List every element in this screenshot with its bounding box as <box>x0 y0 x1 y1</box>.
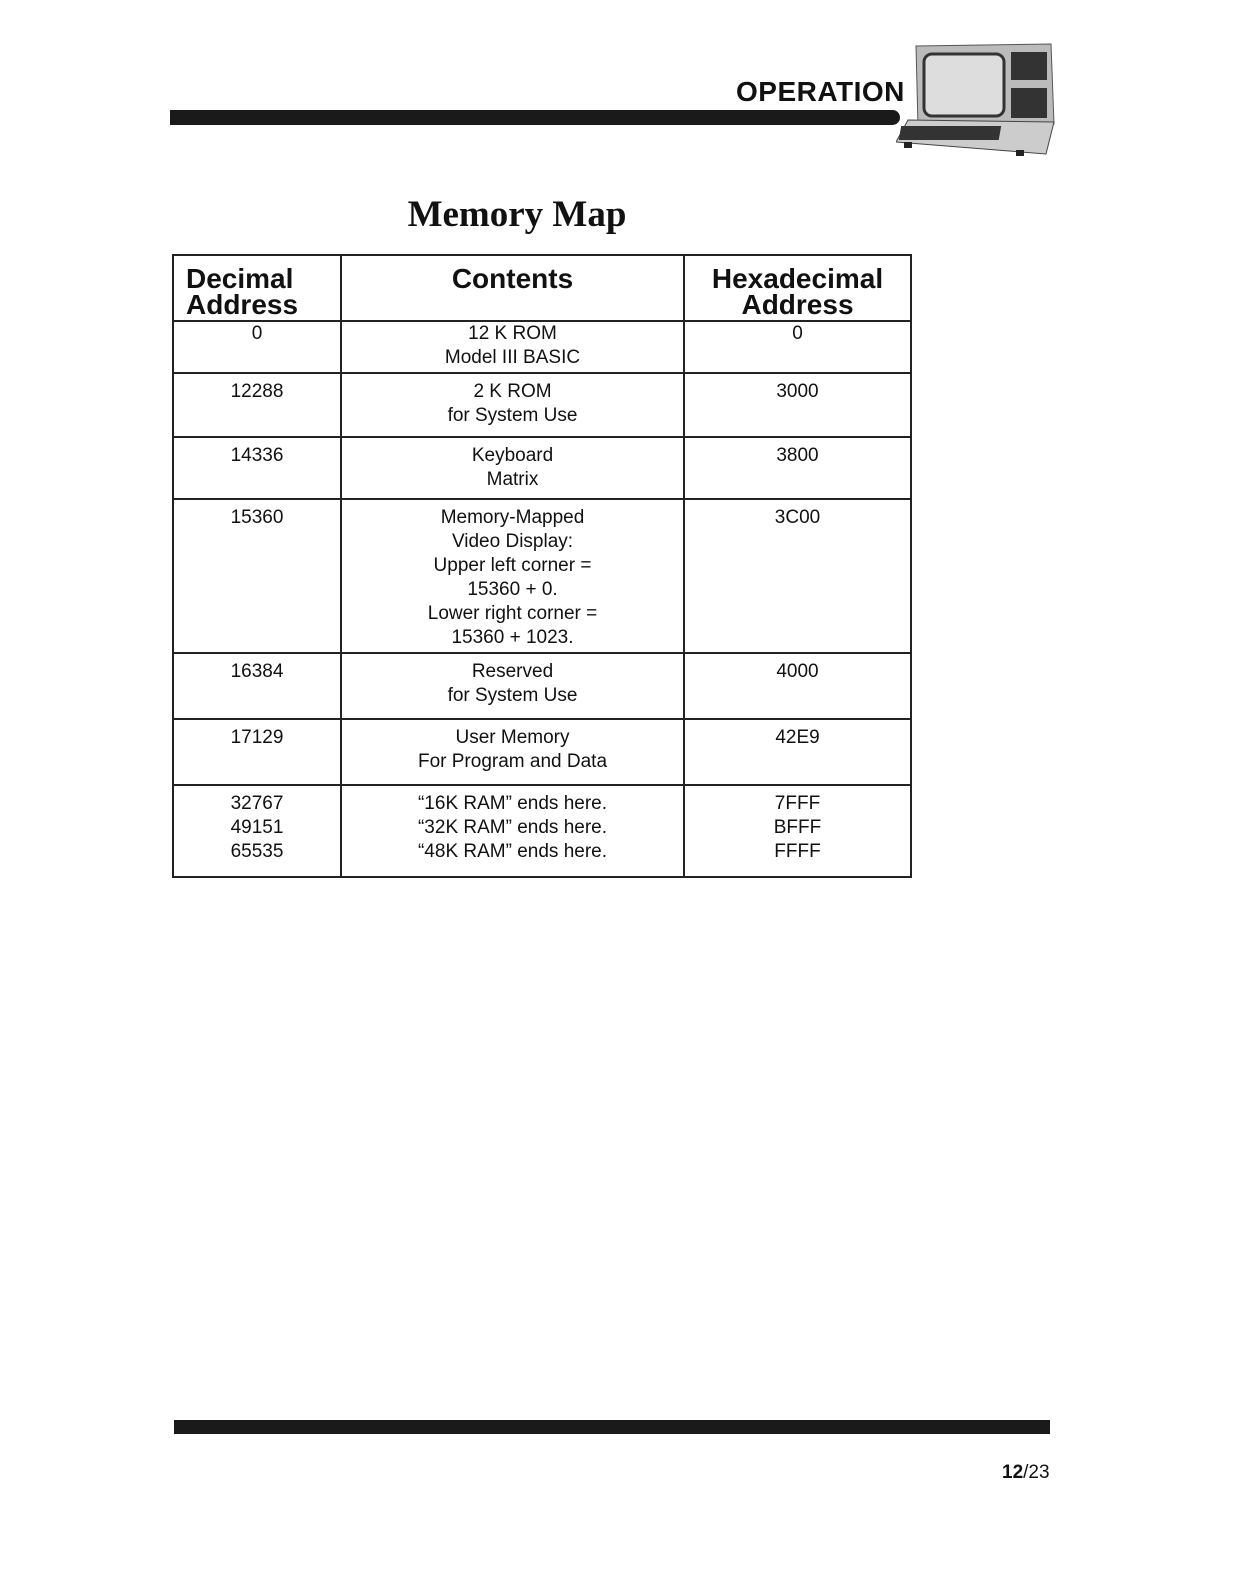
section-heading: OPERATION <box>736 76 905 107</box>
hex-address-cell-text: 4000 <box>776 661 819 682</box>
column-header-contents: Contents <box>341 255 684 321</box>
contents-cell-text: 12 K ROM Model III BASIC <box>444 323 581 368</box>
table-row <box>173 373 911 437</box>
column-header-hex: Hexadecimal Address <box>684 255 911 321</box>
page-title: Memory Map <box>407 194 627 235</box>
hex-address-cell-text: 3C00 <box>774 507 821 528</box>
decimal-address-cell <box>173 653 341 719</box>
table-row <box>173 785 911 877</box>
table-row <box>173 437 911 499</box>
table-row <box>173 719 911 785</box>
header-rule <box>170 110 900 125</box>
hex-address-cell-text: 0 <box>792 323 803 344</box>
table-row <box>173 499 911 653</box>
decimal-address-cell <box>173 437 341 499</box>
decimal-address-cell-text: 32767 49151 65535 <box>230 793 284 862</box>
contents-cell <box>341 653 684 719</box>
contents-cell-text: “16K RAM” ends here. “32K RAM” ends here. “48K RAM” ends here. <box>417 793 608 862</box>
hex-address-cell <box>684 719 911 785</box>
hex-address-cell <box>684 785 911 877</box>
hex-address-cell-text: 42E9 <box>775 727 820 748</box>
page-number <box>1002 1462 1050 1484</box>
contents-cell <box>341 321 684 373</box>
contents-cell <box>341 719 684 785</box>
decimal-address-cell-text: 14336 <box>230 445 284 466</box>
contents-cell <box>341 437 684 499</box>
decimal-address-cell-text: 16384 <box>230 661 284 682</box>
hex-address-cell <box>684 321 911 373</box>
decimal-address-cell <box>173 321 341 373</box>
contents-cell <box>341 785 684 877</box>
decimal-address-cell <box>173 719 341 785</box>
contents-cell-text: Reserved for System Use <box>447 661 578 706</box>
hex-address-cell <box>684 653 911 719</box>
hex-address-cell-text: 7FFF BFFF FFFF <box>773 793 822 862</box>
footer-rule <box>174 1420 1050 1434</box>
page-current: 12 <box>1002 1462 1024 1483</box>
table-header-row <box>173 255 911 321</box>
decimal-address-cell-text: 15360 <box>230 507 284 528</box>
page-total: /23 <box>1023 1462 1050 1483</box>
column-header-decimal: Decimal Address <box>173 255 341 321</box>
hex-address-cell-text: 3000 <box>776 381 819 402</box>
decimal-address-cell-text: 12288 <box>230 381 284 402</box>
hex-address-cell <box>684 373 911 437</box>
decimal-address-cell-text: 17129 <box>230 727 284 748</box>
computer-illustration <box>896 42 1056 160</box>
hex-address-cell <box>684 499 911 653</box>
contents-cell-text: User Memory For Program and Data <box>417 727 608 772</box>
decimal-address-cell-text: 0 <box>251 323 263 344</box>
hex-address-cell-text: 3800 <box>776 445 819 466</box>
table-row <box>173 321 911 373</box>
hex-address-cell <box>684 437 911 499</box>
decimal-address-cell <box>173 373 341 437</box>
decimal-address-cell <box>173 499 341 653</box>
contents-cell <box>341 373 684 437</box>
decimal-address-cell <box>173 785 341 877</box>
contents-cell-text: 2 K ROM for System Use <box>447 381 578 426</box>
contents-cell-text: Memory-Mapped Video Display: Upper left corner = 15360 + 0. Lower right corner = 15360 + 1023. <box>427 507 598 648</box>
contents-cell <box>341 499 684 653</box>
table-row <box>173 653 911 719</box>
contents-cell-text: Keyboard Matrix <box>471 445 554 490</box>
memory-map-table <box>172 254 912 878</box>
